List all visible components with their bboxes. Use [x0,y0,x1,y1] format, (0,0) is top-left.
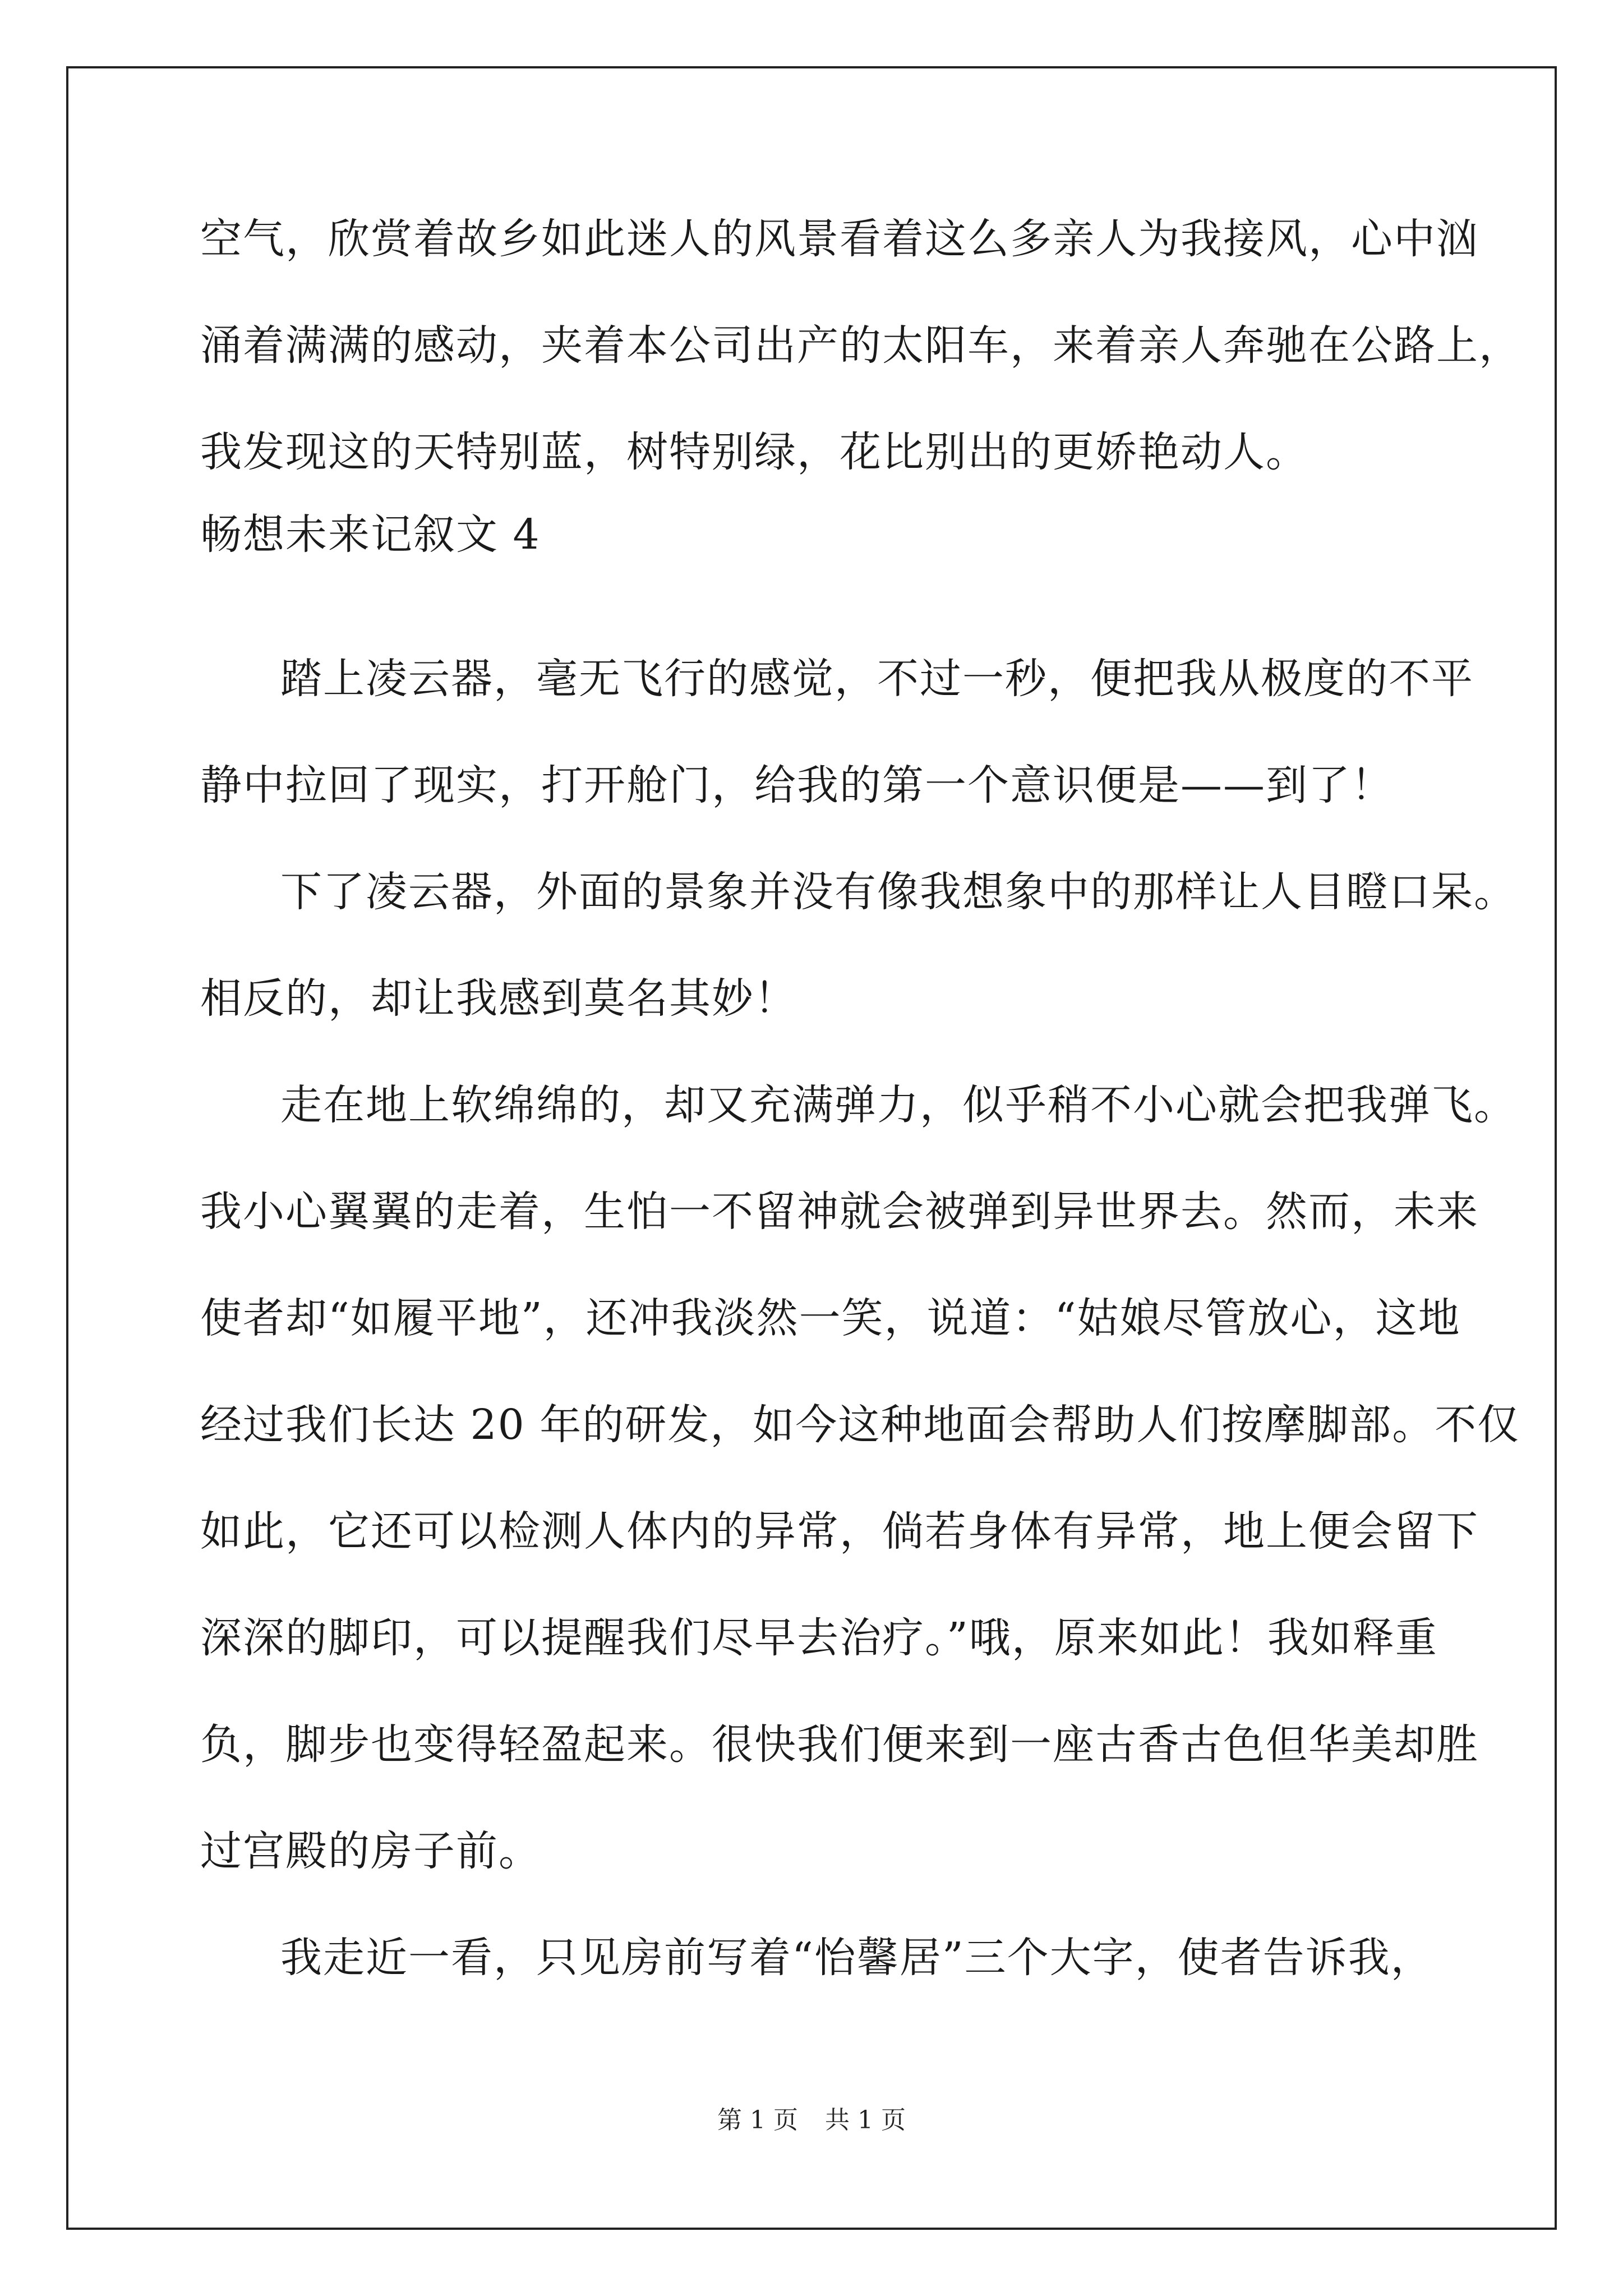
body-line-5: 踏上凌云器，毫无飞行的感觉，不过一秒，便把我从极度的不平 [280,655,1474,703]
body-line-13: 如此，它还可以检测人体内的异常，倘若身体有异常，地上便会留下 [200,1507,1479,1556]
body-line-14: 深深的脚印，可以提醒我们尽早去治疗。”哦，原来如此！我如释重 [200,1614,1438,1662]
body-line-3: 我发现这的天特别蓝，树特别绿，花比别出的更娇艳动人。 [200,428,1308,476]
body-line-11: 使者却“如履平地”，还冲我淡然一笑，说道：“姑娘尽管放心，这地 [200,1294,1461,1342]
page-border [66,66,1557,2230]
body-line-17: 我走近一看，只见房前写着“怡馨居”三个大字，使者告诉我， [280,1934,1433,1982]
body-line-9: 走在地上软绵绵的，却又充满弹力，似乎稍不小心就会把我弹飞。 [280,1081,1516,1129]
body-line-8: 相反的，却让我感到莫名其妙！ [200,974,797,1023]
body-line-2: 涌着满满的感动，夹着本公司出产的太阳车，来着亲人奔驰在公路上， [200,321,1521,370]
page-footer [0,2105,1623,2136]
page-total: 共 1 页 [825,2106,906,2134]
body-line-15: 负，脚步也变得轻盈起来。很快我们便来到一座古香古色但华美却胜 [200,1720,1479,1769]
body-line-1: 空气，欣赏着故乡如此迷人的风景看着这么多亲人为我接风，心中汹 [200,215,1479,263]
body-line-7: 下了凌云器，外面的景象并没有像我想象中的那样让人目瞪口呆。 [280,868,1516,916]
page-number: 第 1 页 [717,2106,798,2134]
body-line-16: 过宫殿的房子前。 [200,1827,541,1875]
body-line-10: 我小心翼翼的走着，生怕一不留神就会被弹到异世界去。然而，未来 [200,1188,1479,1236]
body-line-6: 静中拉回了现实，打开舱门，给我的第一个意识便是——到了！ [200,761,1394,809]
body-line-12: 经过我们长达 20 年的研发，如今这种地面会帮助人们按摩脚部。不仅 [200,1401,1520,1449]
section-heading: 畅想未来记叙文 4 [200,510,541,559]
